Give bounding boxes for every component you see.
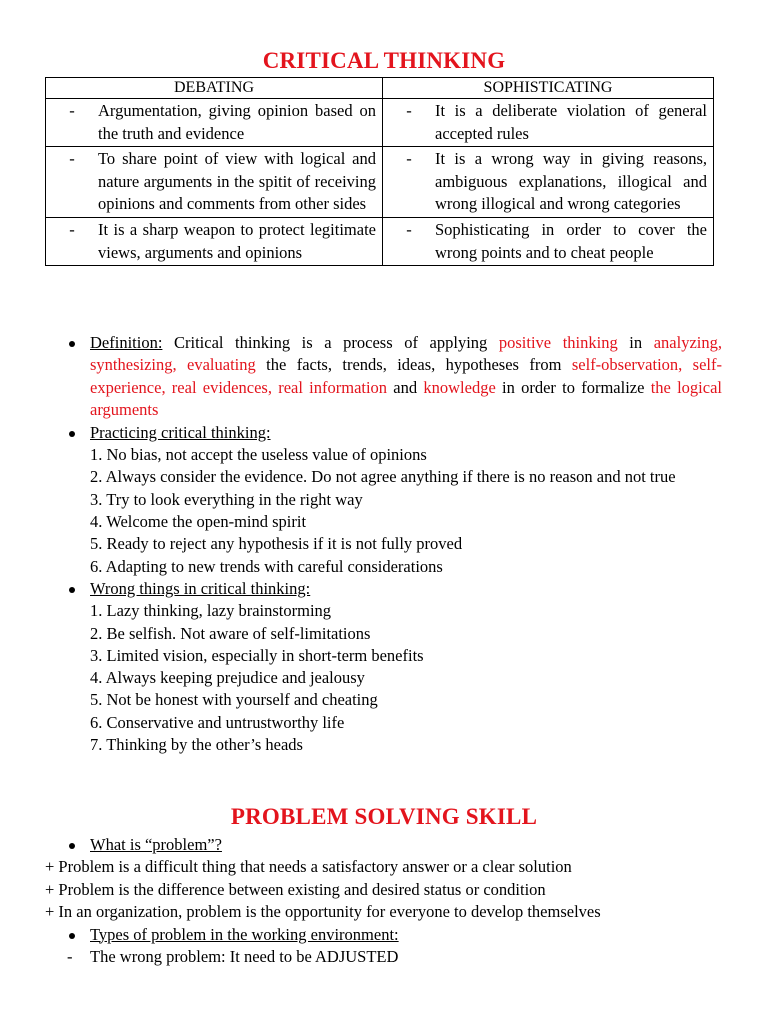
debating-vs-sophisticating-table	[45, 77, 714, 266]
list-item: 1. Lazy thinking, lazy brainstorming	[90, 601, 332, 621]
sophisticating-text: It is a deliberate violation of general accepted rules	[435, 101, 707, 143]
debating-text: It is a sharp weapon to protect legitimate views, arguments and opinions	[98, 219, 376, 262]
dash-marker: -	[406, 219, 412, 239]
header-debating: DEBATING	[46, 78, 383, 99]
list-item-text: The wrong problem: It need to be ADJUSTED	[90, 947, 399, 967]
definition-text: the facts, trends, ideas, hypotheses from	[255, 355, 572, 375]
sophisticating-text: Sophisticating in order to cover the wrong points and to cheat people	[435, 219, 707, 262]
highlight-text: positive thinking	[498, 333, 618, 352]
table-cell	[383, 147, 714, 218]
list-item: 5. Not be honest with yourself and cheating	[90, 690, 378, 710]
wrong-things-heading	[0, 578, 768, 600]
list-item: 6. Conservative and untrustworthy life	[90, 712, 345, 732]
list-item: 3. Try to look everything in the right way	[90, 489, 363, 509]
highlight-text: knowledge	[423, 377, 496, 397]
definition-text: in	[617, 333, 654, 352]
table-row	[46, 217, 714, 265]
critical-thinking-notes	[0, 332, 768, 756]
dash-marker: -	[406, 101, 412, 120]
list-item	[0, 946, 768, 968]
what-is-problem-heading-text: What is “problem”?	[90, 835, 222, 854]
definition-label: Definition:	[90, 333, 163, 352]
table-row	[46, 147, 714, 218]
table-row	[46, 99, 714, 147]
wrong-things-heading-text: Wrong things in critical thinking:	[90, 578, 311, 598]
highlight-text: self-observation, self-experience, real evidences, real information	[90, 355, 723, 397]
list-item: + Problem is the difference between existing and desired status or condition	[45, 879, 546, 899]
list-item: 7. Thinking by the other’s heads	[90, 735, 303, 754]
dash-marker: -	[69, 101, 75, 120]
practicing-heading-text: Practicing critical thinking:	[90, 422, 271, 442]
debating-text: To share point of view with logical and nature arguments in the spitit of receiving opinions and comments from other sides	[98, 149, 376, 214]
bullet-icon	[69, 843, 75, 849]
definition-text: in order to formalize	[495, 377, 651, 397]
bullet-icon	[69, 341, 75, 347]
list-item: 6. Adapting to new trends with careful considerations	[90, 556, 443, 576]
definition-paragraph	[0, 332, 768, 422]
list-item: 5. Ready to reject any hypothesis if it is not fully proved	[90, 534, 463, 554]
bullet-icon	[69, 431, 75, 437]
critical-thinking-title: CRITICAL THINKING	[262, 48, 506, 73]
types-of-problem-heading	[0, 924, 768, 946]
definition-text: and	[387, 377, 424, 397]
table-header-row	[46, 78, 714, 99]
debating-text: Argumentation, giving opinion based on the truth and evidence	[98, 101, 376, 143]
table-cell	[383, 99, 714, 147]
dash-marker: -	[69, 219, 75, 239]
problem-solving-notes	[0, 834, 768, 968]
table-cell	[46, 147, 383, 218]
practicing-heading	[0, 422, 768, 444]
list-item: 1. No bias, not accept the useless value of opinions	[90, 445, 427, 465]
dash-marker: -	[67, 947, 73, 967]
table-cell	[46, 217, 383, 265]
list-item: 4. Welcome the open-mind spirit	[90, 511, 307, 531]
list-item: + Problem is a difficult thing that needs a satisfactory answer or a clear solution	[45, 857, 572, 877]
list-item: 2. Always consider the evidence. Do not agree anything if there is no reason and not true	[90, 467, 676, 487]
dash-marker: -	[406, 149, 412, 169]
list-item: + In an organization, problem is the opportunity for everyone to develop themselves	[45, 902, 601, 922]
dash-marker: -	[69, 149, 75, 169]
sophisticating-text: It is a wrong way in giving reasons, ambiguous explanations, illogical and wrong illogical and wrong categories	[435, 149, 707, 214]
definition-text: Critical thinking is a process of applying	[162, 333, 499, 352]
types-of-problem-heading-text: Types of problem in the working environment:	[90, 924, 399, 944]
table-cell	[383, 217, 714, 265]
what-is-problem-heading	[0, 834, 768, 856]
table-cell	[46, 99, 383, 147]
header-sophisticating: SOPHISTICATING	[383, 78, 714, 99]
highlight-text: the logical arguments	[90, 377, 722, 420]
list-item: 2. Be selfish. Not aware of self-limitations	[90, 623, 371, 643]
list-item: 4. Always keeping prejudice and jealousy	[90, 668, 365, 688]
highlight-text: analyzing, synthesizing, evaluating	[90, 333, 722, 375]
bullet-icon	[69, 933, 75, 939]
list-item: 3. Limited vision, especially in short-term benefits	[90, 645, 424, 665]
bullet-icon	[69, 587, 75, 593]
problem-solving-title: PROBLEM SOLVING SKILL	[230, 804, 538, 829]
